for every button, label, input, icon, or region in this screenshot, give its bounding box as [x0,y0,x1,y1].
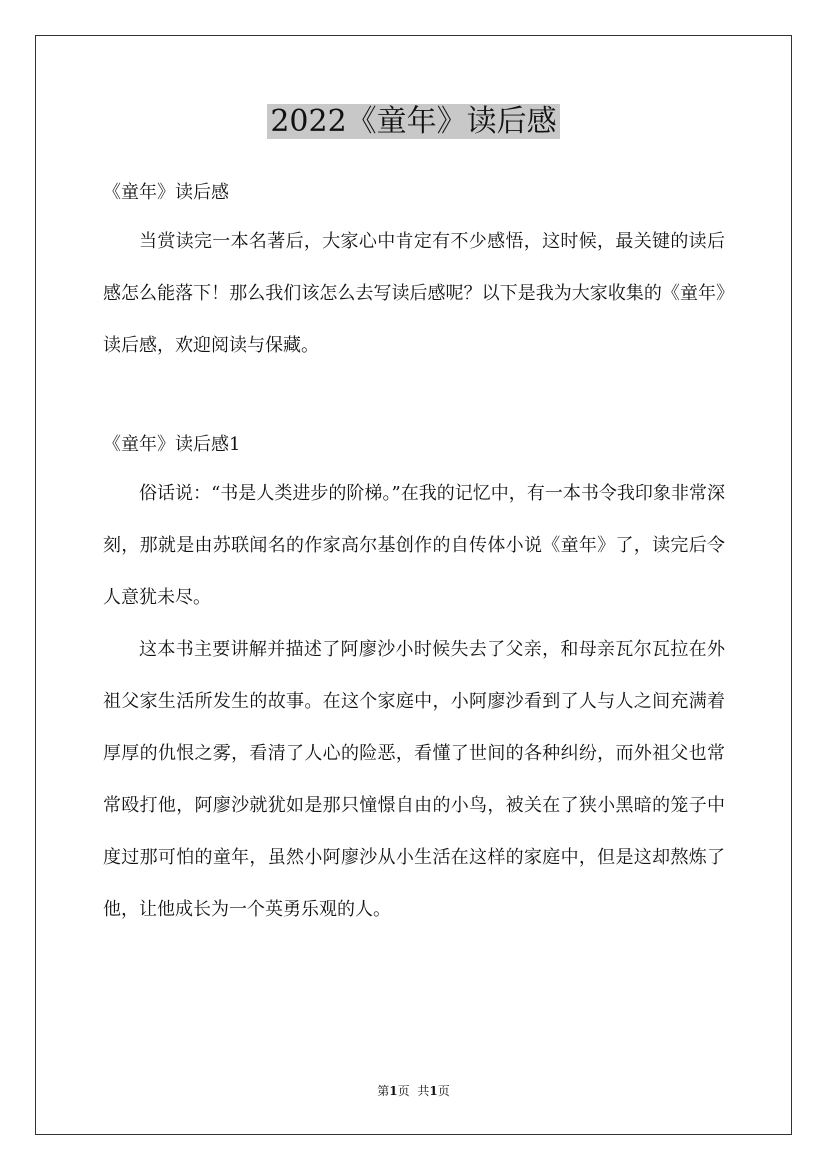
document-body [103,170,725,936]
document-title [0,100,827,144]
document-title-text: 2022《童年》读后感 [267,104,559,139]
page-prefix: 第 [377,1084,390,1098]
body-paragraph-1: 俗话说：“书是人类进步的阶梯。”在我的记忆中，有一本书令我印象非常深刻，那就是由苏联闻名的作家高尔基创作的自传体小说《童年》了，读完后令人意犹未尽。 [103,483,725,608]
intro-paragraph: 当赏读完一本名著后，大家心中肯定有不少感悟，这时候，最关键的读后感怎么能落下！那么我们该怎么去写读后感呢？以下是我为大家收集的《童年》读后感，欢迎阅读与保藏。 [103,231,725,356]
document-subtitle: 《童年》读后感 [103,182,229,203]
page-suffix: 页 [397,1084,410,1098]
page-number: 1 [389,1084,398,1098]
section-heading: 《童年》读后感1 [103,434,241,455]
body-paragraph-2: 这本书主要讲解并描述了阿廖沙小时候失去了父亲，和母亲瓦尔瓦拉在外祖父家生活所发生的故事。在这个家庭中，小阿廖沙看到了人与人之间充满着厚厚的仇恨之雾，看清了人心的险恶，看懂了世间的各种纠纷，而外祖父也常常殴打他，阿廖沙就犹如是那只憧憬自由的小鸟，被关在了狭小黑暗的笼子中度过那可怕的童年，虽然小阿廖沙从小生活在这样的家庭中，但是这却熬炼了他，让他成长为一个英勇乐观的人。 [103,639,725,920]
section-spacer [103,372,725,422]
page-footer [0,1082,827,1099]
total-prefix: 共 [417,1084,430,1098]
total-suffix: 页 [437,1084,450,1098]
page-total: 1 [429,1084,438,1098]
